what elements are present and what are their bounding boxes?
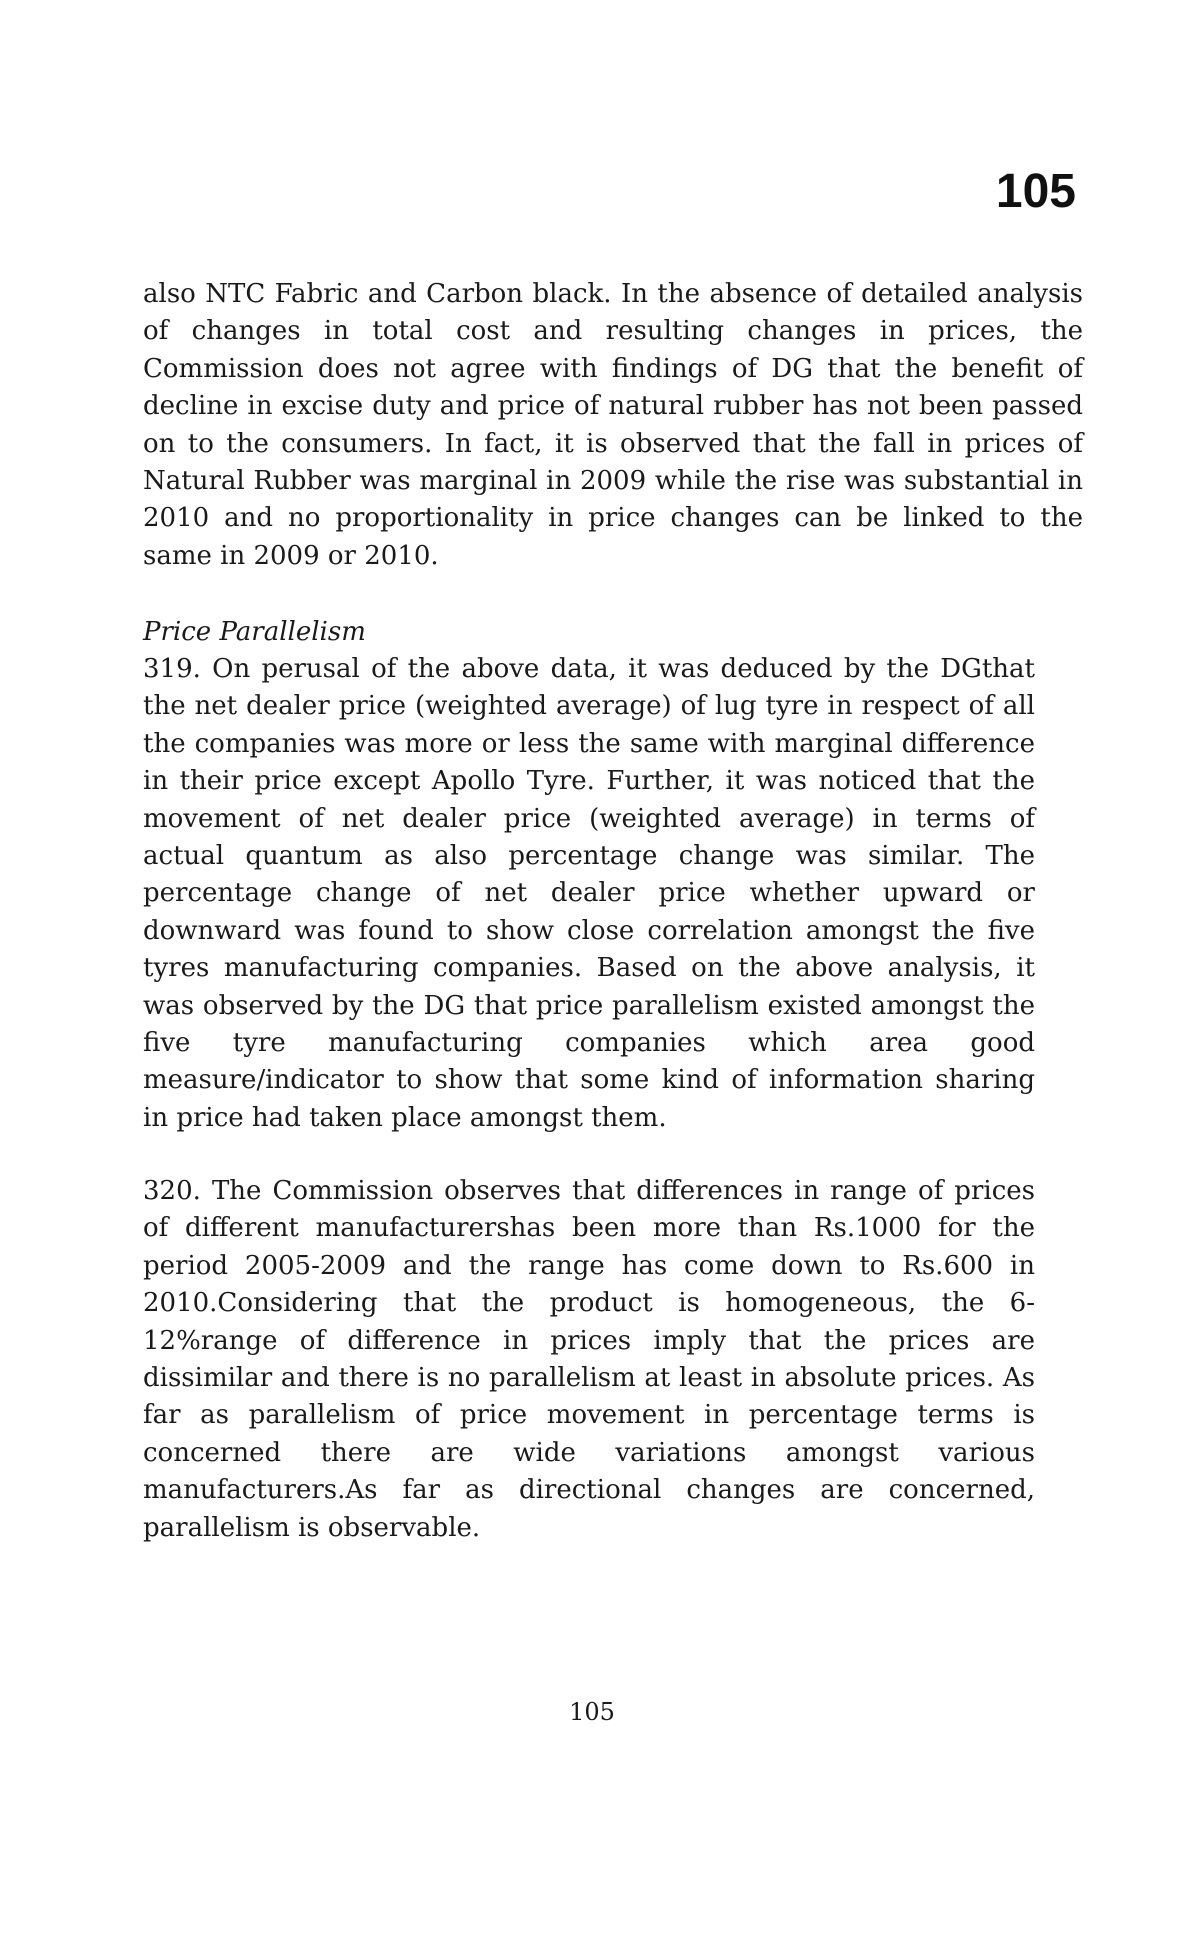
page-number-bottom: 105 (569, 1698, 615, 1726)
section-heading: Price Parallelism (143, 617, 366, 647)
paragraph-319: 319. On perusal of the above data, it was deduced by the DGthat the net dealer price (weighted average) of lug tyre in respect of all the companies was more or less the same with marginal difference in their price except Apollo Tyre. Further, it was noticed that the movement of net dealer price (weighted average) in terms of actual quantum as also percentage change was similar. The percentage change of net dealer price whether upward or downward was found to show close correlation amongst the five tyres manufacturing companies. Based on the above analysis, it was observed by the DG that price parallelism existed amongst the five tyre manufacturing companies which area good measure/indicator to show that some kind of information sharing in price had taken place amongst them. (143, 654, 1035, 1133)
page-number-top: 105 (995, 165, 1076, 218)
paragraph-continuation: also NTC Fabric and Carbon black. In the absence of detailed analysis of changes in total cost and resulting changes in prices, the Commission does not agree with findings of DG that the benefit of decline in excise duty and price of natural rubber has not been passed on to the consumers. In fact, it is observed that the fall in prices of Natural Rubber was marginal in 2009 while the rise was substantial in 2010 and no proportionality in price changes can be linked to the same in 2009 or 2010. (143, 279, 1083, 571)
paragraph-320: 320. The Commission observes that differences in range of prices of different manufacturershas been more than Rs.1000 for the period 2005-2009 and the range has come down to Rs.600 in 2010.Considering that the product is homogeneous, the 6-12%range of difference in prices imply that the prices are dissimilar and there is no parallelism at least in absolute prices. As far as parallelism of price movement in percentage terms is concerned there are wide variations amongst various manufacturers.As far as directional changes are concerned, parallelism is observable. (143, 1176, 1035, 1543)
